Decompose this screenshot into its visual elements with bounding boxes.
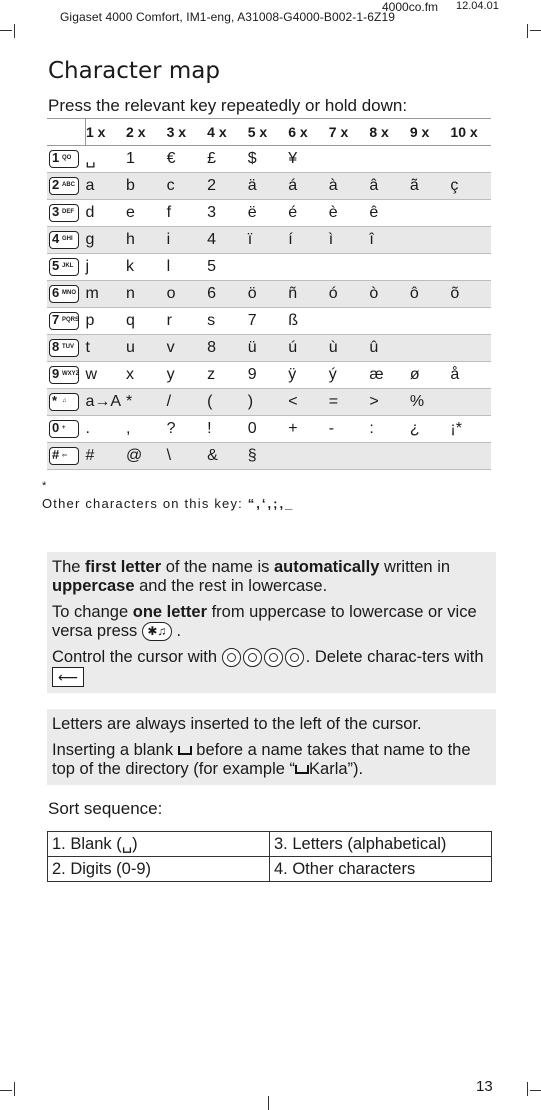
key-cell: [47, 200, 86, 227]
nav-up-icon: [264, 648, 283, 667]
crop-mark: [14, 24, 15, 38]
blank-icon: [178, 746, 192, 755]
phone-key-icon: [49, 177, 79, 195]
delete-key-icon: ⟵: [52, 667, 84, 687]
key-letters: TUV: [62, 343, 74, 350]
char-cell: ý: [329, 362, 370, 389]
column-header: 3 x: [167, 119, 208, 146]
star-key-icon: ✱♫: [142, 622, 172, 641]
char-cell: 7: [248, 308, 289, 335]
char-cell: [410, 254, 451, 281]
char-cell: \: [167, 443, 208, 470]
sort-label: Sort sequence:: [48, 799, 163, 818]
table-cell: 3. Letters (alphabetical): [270, 832, 492, 857]
char-cell: %: [410, 389, 451, 416]
key-cell: [47, 362, 86, 389]
nav-down-icon: [285, 648, 304, 667]
char-cell: b: [126, 173, 167, 200]
char-cell: ö: [248, 281, 289, 308]
char-cell: y: [167, 362, 208, 389]
table-cell: 1. Blank (␣): [48, 832, 270, 857]
char-cell: !: [207, 416, 248, 443]
char-cell: û: [369, 335, 410, 362]
key-number: 4: [52, 230, 60, 246]
char-cell: t: [86, 335, 127, 362]
char-cell: [329, 443, 370, 470]
key-number: 9: [52, 365, 60, 381]
char-cell: ÿ: [288, 362, 329, 389]
sort-sequence-table: [47, 831, 492, 882]
char-cell: $: [248, 146, 289, 173]
char-cell: l: [167, 254, 208, 281]
header-date: 12.04.01: [456, 0, 499, 12]
table-row: [47, 443, 491, 470]
char-cell: ã: [410, 173, 451, 200]
key-cell: [47, 146, 86, 173]
char-cell: r: [167, 308, 208, 335]
char-cell: ò: [369, 281, 410, 308]
info-paragraph: Letters are always inserted to the left of the cursor.: [52, 715, 422, 733]
table-row: [47, 227, 491, 254]
char-cell: [410, 335, 451, 362]
phone-key-icon: [49, 312, 79, 330]
char-cell: á: [288, 173, 329, 200]
char-cell: d: [86, 200, 127, 227]
char-cell: /: [167, 389, 208, 416]
key-letters: ABC: [62, 181, 75, 188]
char-cell: [410, 308, 451, 335]
footnote-text: Other characters on this key:: [42, 496, 243, 511]
phone-key-icon: [49, 258, 79, 276]
key-letters: MNO: [62, 289, 76, 296]
column-header: 6 x: [288, 119, 329, 146]
column-header: 8 x: [369, 119, 410, 146]
char-cell: q: [126, 308, 167, 335]
char-cell: [288, 254, 329, 281]
char-cell: 2: [207, 173, 248, 200]
char-cell: ø: [410, 362, 451, 389]
char-cell: a: [86, 173, 127, 200]
char-cell: è: [329, 200, 370, 227]
nav-right-icon: [243, 648, 262, 667]
char-cell: ,: [126, 416, 167, 443]
key-letters: GHI: [62, 235, 73, 242]
header-doc-title: Gigaset 4000 Comfort, IM1-eng, A31008-G4000-B002-1-6Z19: [60, 10, 396, 24]
char-cell: ç: [450, 173, 491, 200]
key-letters: PQRS: [62, 316, 80, 323]
table-row: [47, 254, 491, 281]
key-number: 6: [52, 284, 60, 300]
phone-key-icon: [49, 339, 79, 357]
char-cell: ¿: [410, 416, 451, 443]
key-number: 2: [52, 176, 60, 192]
footnote-chars: “,‘,;,_: [247, 496, 295, 511]
char-cell: [450, 200, 491, 227]
char-cell: 1: [126, 146, 167, 173]
char-cell: ì: [329, 227, 370, 254]
char-cell: &: [207, 443, 248, 470]
footnote-marker: *: [42, 480, 47, 492]
key-number: 8: [52, 338, 60, 354]
nav-left-icon: [222, 648, 241, 667]
char-cell: [369, 146, 410, 173]
key-letters: DEF: [62, 208, 74, 215]
char-cell: ü: [248, 335, 289, 362]
char-cell: í: [288, 227, 329, 254]
crop-mark: [14, 1082, 15, 1096]
char-cell: õ: [450, 281, 491, 308]
char-cell: â: [369, 173, 410, 200]
table-row: [48, 857, 492, 882]
char-cell: m: [86, 281, 127, 308]
phone-key-icon: [49, 447, 79, 465]
column-header: 4 x: [207, 119, 248, 146]
char-cell: [410, 146, 451, 173]
char-cell: a→A: [86, 389, 127, 416]
blank-icon: [295, 765, 309, 774]
info-paragraph: To change one letter from uppercase to lowercase or vice versa press ✱♫ .: [52, 603, 477, 640]
key-number: #: [52, 446, 60, 462]
key-number: 3: [52, 203, 60, 219]
phone-key-icon: [49, 420, 79, 438]
crop-mark: [0, 1090, 12, 1091]
char-cell: j: [86, 254, 127, 281]
char-cell: <: [288, 389, 329, 416]
key-number: *: [52, 392, 58, 408]
column-header: 7 x: [329, 119, 370, 146]
key-letters: WXYZ: [62, 370, 80, 377]
char-cell: [450, 389, 491, 416]
char-cell: -: [329, 416, 370, 443]
char-cell: .: [86, 416, 127, 443]
column-header: 5 x: [248, 119, 289, 146]
char-cell: o: [167, 281, 208, 308]
phone-key-icon: [49, 366, 79, 384]
key-number: 1: [52, 149, 60, 165]
char-cell: n: [126, 281, 167, 308]
char-cell: 3: [207, 200, 248, 227]
char-cell: :: [369, 416, 410, 443]
key-cell: [47, 254, 86, 281]
key-cell: [47, 389, 86, 416]
phone-key-icon: [49, 150, 79, 168]
table-row: [47, 416, 491, 443]
phone-key-icon: [49, 231, 79, 249]
footnote: [42, 496, 294, 511]
char-cell: ?: [167, 416, 208, 443]
crop-mark: [530, 1090, 541, 1091]
char-cell: k: [126, 254, 167, 281]
character-map-table: [47, 118, 491, 470]
key-cell: [47, 443, 86, 470]
char-cell: ô: [410, 281, 451, 308]
table-row: [47, 173, 491, 200]
char-cell: [329, 146, 370, 173]
column-header: 2 x: [126, 119, 167, 146]
column-header: 9 x: [410, 119, 451, 146]
char-cell: g: [86, 227, 127, 254]
char-cell: +: [288, 416, 329, 443]
char-cell: v: [167, 335, 208, 362]
char-cell: ê: [369, 200, 410, 227]
key-cell: [47, 416, 86, 443]
char-cell: w: [86, 362, 127, 389]
char-cell: [450, 335, 491, 362]
char-cell: @: [126, 443, 167, 470]
char-cell: ¡*: [450, 416, 491, 443]
char-cell: e: [126, 200, 167, 227]
page-number: 13: [476, 1078, 493, 1095]
key-letters: ♫: [62, 397, 67, 404]
table-row: [47, 200, 491, 227]
info-box-insert: [47, 709, 496, 785]
phone-key-icon: [49, 285, 79, 303]
char-cell: æ: [369, 362, 410, 389]
char-cell: f: [167, 200, 208, 227]
char-cell: ä: [248, 173, 289, 200]
char-cell: [288, 443, 329, 470]
crop-mark: [530, 30, 541, 31]
char-cell: [450, 308, 491, 335]
char-cell: 9: [248, 362, 289, 389]
table-row: [47, 335, 491, 362]
section-intro: Press the relevant key repeatedly or hold down:: [48, 96, 408, 115]
table-row: [47, 146, 491, 173]
table-header-row: [47, 119, 491, 146]
char-cell: c: [167, 173, 208, 200]
char-cell: x: [126, 362, 167, 389]
section-title: Character map: [48, 58, 220, 84]
char-cell: [450, 227, 491, 254]
char-cell: 0: [248, 416, 289, 443]
key-number: 7: [52, 311, 60, 327]
table-row: [47, 362, 491, 389]
char-cell: *: [126, 389, 167, 416]
key-number: 0: [52, 419, 60, 435]
key-letters: +: [62, 424, 66, 431]
info-paragraph: The first letter of the name is automatically written in uppercase and the rest in lowercase.: [52, 558, 451, 595]
char-cell: [369, 254, 410, 281]
char-cell: §: [248, 443, 289, 470]
char-cell: é: [288, 200, 329, 227]
table-row: [47, 281, 491, 308]
char-cell: [369, 308, 410, 335]
char-cell: [369, 443, 410, 470]
crop-mark: [268, 1096, 269, 1110]
table-row: [47, 308, 491, 335]
char-cell: 6: [207, 281, 248, 308]
char-cell: €: [167, 146, 208, 173]
key-cell: [47, 227, 86, 254]
phone-key-icon: [49, 204, 79, 222]
char-cell: h: [126, 227, 167, 254]
crop-mark: [527, 1082, 528, 1096]
key-cell: [47, 173, 86, 200]
char-cell: [329, 254, 370, 281]
table-row: [48, 832, 492, 857]
column-header: 1 x: [86, 119, 127, 146]
key-letters: JKL: [62, 262, 74, 269]
crop-mark: [527, 24, 528, 38]
table-cell: 4. Other characters: [270, 857, 492, 882]
char-cell: 4: [207, 227, 248, 254]
column-header: 10 x: [450, 119, 491, 146]
char-cell: [450, 146, 491, 173]
char-cell: [410, 227, 451, 254]
char-cell: =: [329, 389, 370, 416]
char-cell: ¥: [288, 146, 329, 173]
table-row: [47, 389, 491, 416]
info-box-uppercase: [47, 552, 496, 693]
char-cell: 5: [207, 254, 248, 281]
char-cell: [410, 200, 451, 227]
header-filename: 4000co.fm: [382, 0, 439, 14]
char-cell: (: [207, 389, 248, 416]
char-cell: ï: [248, 227, 289, 254]
char-cell: [248, 254, 289, 281]
char-cell: [450, 254, 491, 281]
key-cell: [47, 281, 86, 308]
info-paragraph: Inserting a blank before a name takes that name to the top of the directory (for example “ Karla”).: [52, 741, 471, 778]
key-cell: [47, 308, 86, 335]
char-cell: £: [207, 146, 248, 173]
char-cell: [450, 443, 491, 470]
char-cell: >: [369, 389, 410, 416]
char-cell: #: [86, 443, 127, 470]
char-cell: ó: [329, 281, 370, 308]
char-cell: [410, 443, 451, 470]
key-column-header: [47, 119, 86, 146]
key-letters: ⇦: [62, 452, 68, 459]
table-cell: 2. Digits (0-9): [48, 857, 270, 882]
char-cell: ␣: [86, 146, 127, 173]
char-cell: ë: [248, 200, 289, 227]
char-cell: u: [126, 335, 167, 362]
info-paragraph: Control the cursor with . Delete charac-ters with ⟵: [52, 648, 484, 686]
char-cell: z: [207, 362, 248, 389]
key-letters: QO: [62, 154, 72, 161]
crop-mark: [0, 30, 12, 31]
phone-key-icon: [49, 393, 79, 411]
char-cell: å: [450, 362, 491, 389]
char-cell: 8: [207, 335, 248, 362]
key-number: 5: [52, 257, 60, 273]
char-cell: i: [167, 227, 208, 254]
char-cell: p: [86, 308, 127, 335]
char-cell: ): [248, 389, 289, 416]
char-cell: ú: [288, 335, 329, 362]
char-cell: à: [329, 173, 370, 200]
char-cell: ß: [288, 308, 329, 335]
char-cell: ù: [329, 335, 370, 362]
char-cell: s: [207, 308, 248, 335]
char-cell: î: [369, 227, 410, 254]
char-cell: [329, 308, 370, 335]
char-cell: ñ: [288, 281, 329, 308]
key-cell: [47, 335, 86, 362]
